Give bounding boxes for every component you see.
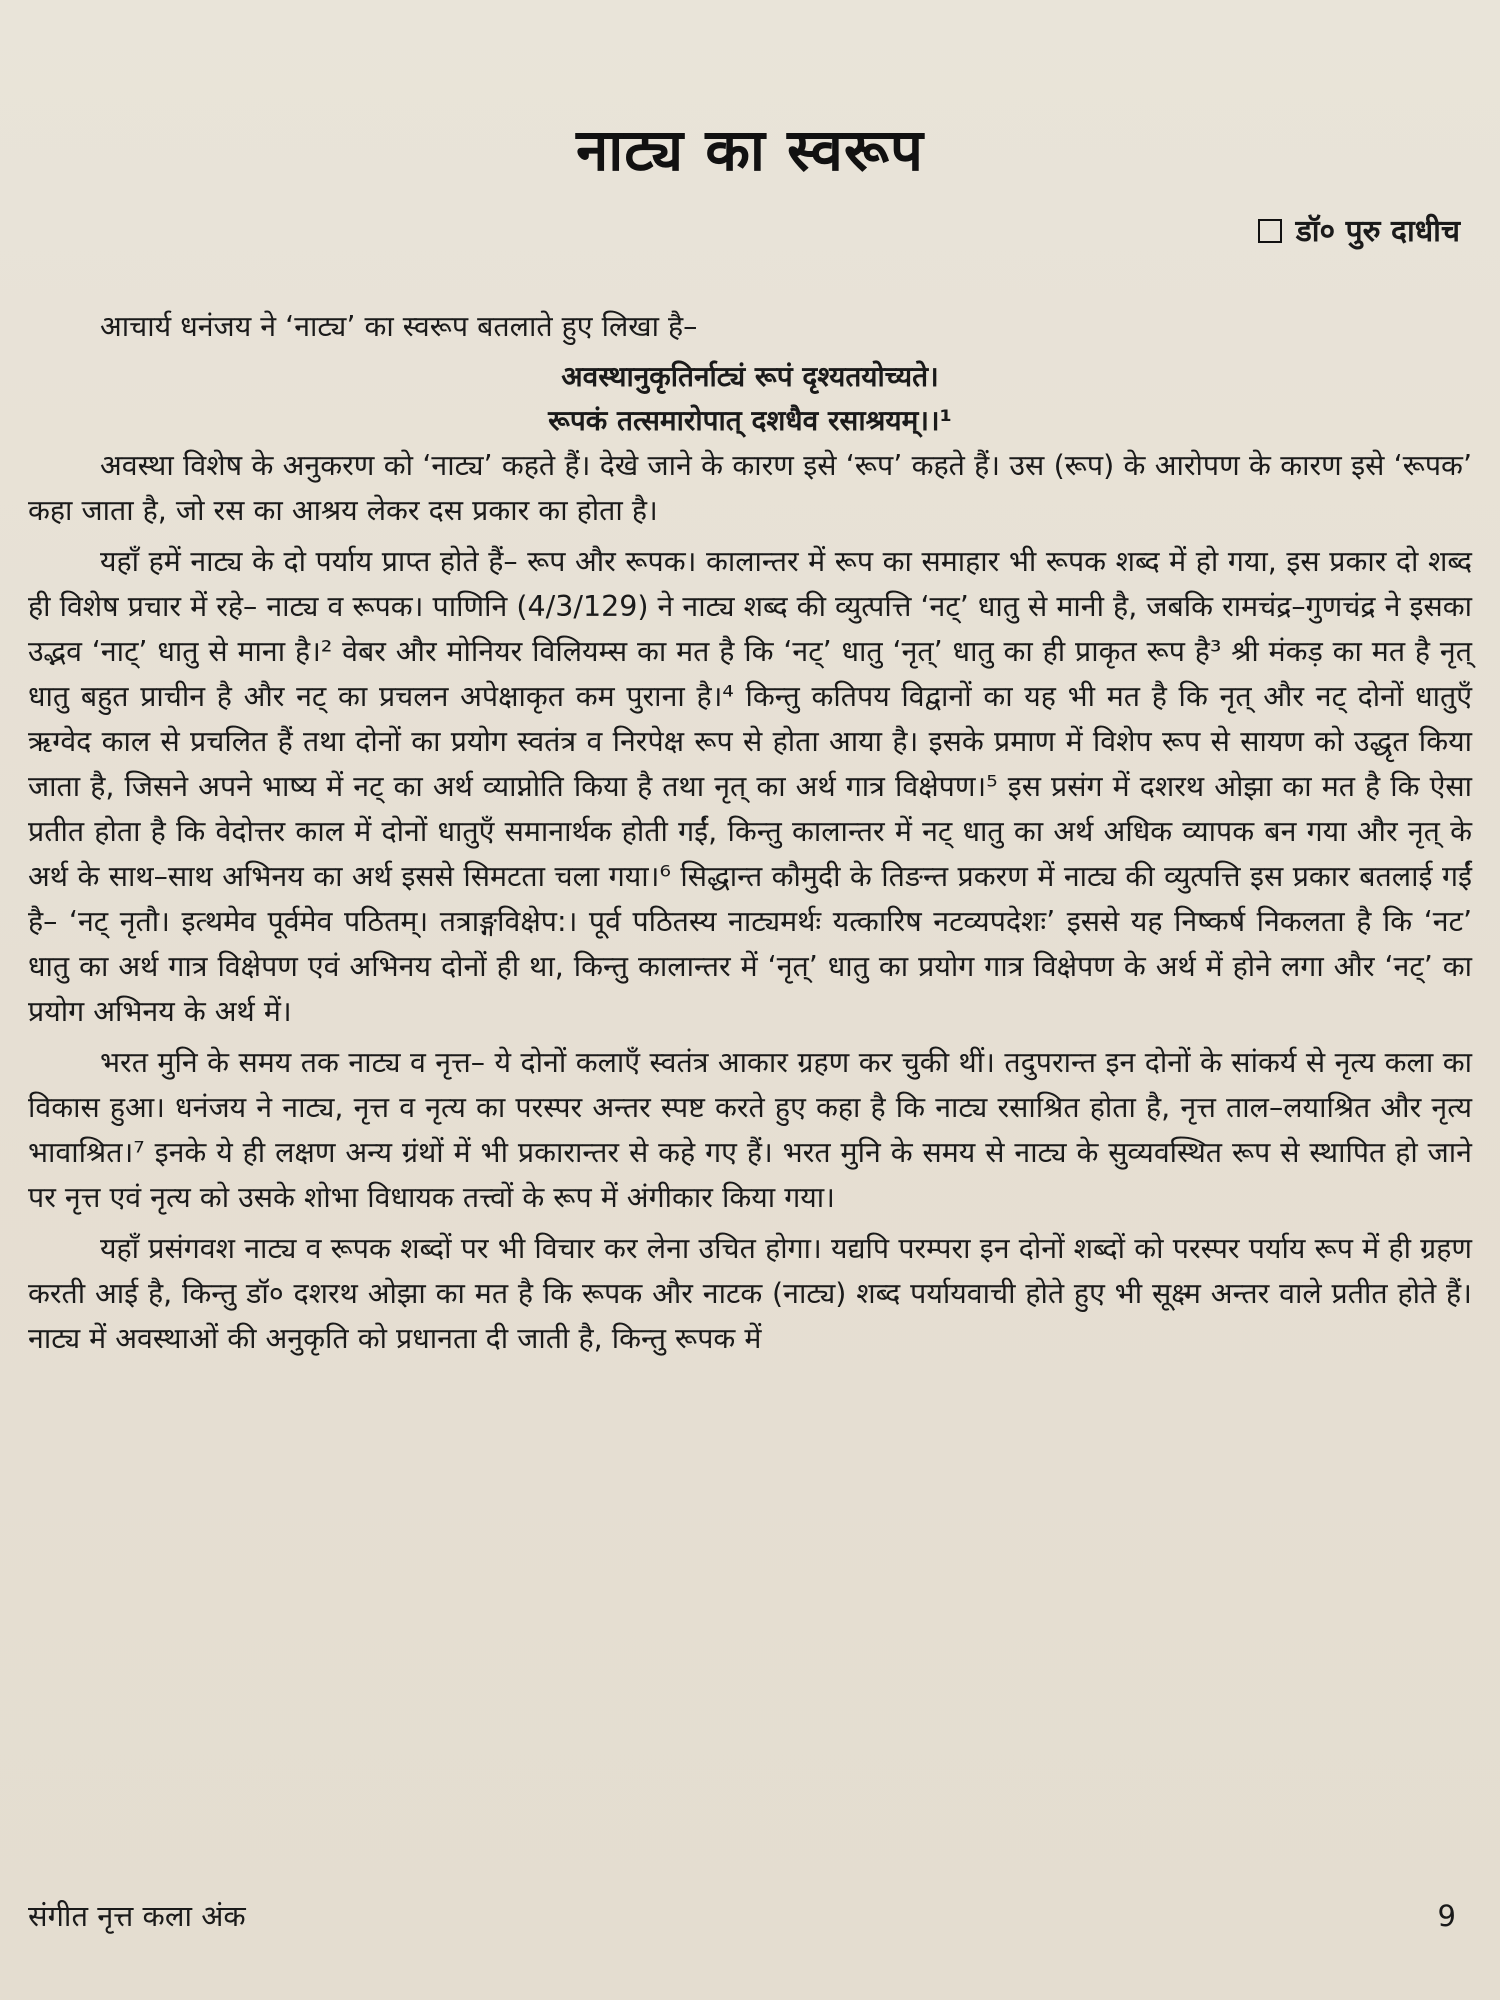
page-number: 9 xyxy=(1437,1899,1456,1933)
article-title: नाट्य का स्वरूप xyxy=(576,116,924,184)
body-paragraph: यहाँ प्रसंगवश नाट्य व रूपक शब्दों पर भी विचार कर लेना उचित होगा। यद्यपि परम्परा इन दोनों शब्दों को परस्पर पर्याय रूप में ही ग्रहण करती आई है, किन्तु डॉ० दशरथ ओझा का मत है कि रूपक और नाटक (नाट्य) शब्द पर्यायवाची होते हुए भी सूक्ष्म अन्तर वाले प्रतीत होते हैं। नाट्य में अवस्थाओं की अनुकृति को प्रधानता दी जाती है, किन्तु रूपक में xyxy=(28,1232,1472,1355)
publication-name: संगीत नृत्त कला अंक xyxy=(28,1899,246,1933)
sanskrit-verse-line: अवस्थानुकृतिर्नाट्यं रूपं दृश्यतयोच्यते। xyxy=(561,360,939,393)
body-paragraph: भरत मुनि के समय तक नाट्य व नृत्त– ये दोनों कलाएँ स्वतंत्र आकार ग्रहण कर चुकी थीं। तदुपरान्त इन दोनों के सांकर्य से नृत्य कला का विकास हुआ। धनंजय ने नाट्य, नृत्त व नृत्य का परस्पर अन्तर स्पष्ट करते हुए कहा है कि नाट्य रसाश्रित होता है, नृत्त ताल–लयाश्रित और नृत्य भावाश्रित।⁷ इनके ये ही लक्षण अन्य ग्रंथों में भी प्रकारान्तर से कहे गए हैं। भरत मुनि के समय से नाट्य के सुव्यवस्थित रूप से स्थापित हो जाने पर नृत्त एवं नृत्य को उसके शोभा विधायक तत्त्वों के रूप में अंगीकार किया गया। xyxy=(28,1046,1472,1214)
page-footer xyxy=(28,1894,1456,1938)
author-line xyxy=(28,210,1460,254)
article-body xyxy=(28,304,1472,1361)
sanskrit-verse-line: रूपकं तत्समारोपात् दशधैव रसाश्रयम्।।¹ xyxy=(548,404,952,437)
square-bullet-icon xyxy=(1258,219,1282,243)
author-name: डॉ० पुरु दाधीच xyxy=(1295,214,1460,249)
body-paragraph: अवस्था विशेष के अनुकरण को ‘नाट्य’ कहते हैं। देखे जाने के कारण इसे ‘रूप’ कहते हैं। उस (रूप) के आरोपण के कारण इसे ‘रूपक’ कहा जाता है, जो रस का आश्रय लेकर दस प्रकार का होता है। xyxy=(28,449,1472,527)
intro-paragraph: आचार्य धनंजय ने ‘नाट्य’ का स्वरूप बतलाते हुए लिखा है– xyxy=(100,310,698,343)
body-paragraph: यहाँ हमें नाट्य के दो पर्याय प्राप्त होते हैं– रूप और रूपक। कालान्तर में रूप का समाहार भी रूपक शब्द में हो गया, इस प्रकार दो शब्द ही विशेष प्रचार में रहे– नाट्य व रूपक। पाणिनि (4/3/129) ने नाट्य शब्द की व्युत्पत्ति ‘नट्’ धातु से मानी है, जबकि रामचंद्र–गुणचंद्र ने इसका उद्भव ‘नाट्’ धातु से माना है।² वेबर और मोनियर विलियम्स का मत है कि ‘नट्’ धातु ‘नृत्’ धातु का ही प्राकृत रूप है³ श्री मंकड़ का मत है नृत् धातु बहुत प्राचीन है और नट् का प्रचलन अपेक्षाकृत कम पुराना है।⁴ किन्तु कतिपय विद्वानों का यह भी मत है कि नृत् और नट् दोनों धातुएँ ऋग्वेद काल से प्रचलित हैं तथा दोनों का प्रयोग स्वतंत्र व निरपेक्ष रूप से होता आया है। इसके प्रमाण में विशेप रूप से सायण को उद्धृत किया जाता है, जिसने अपने भाष्य में नट् का अर्थ व्याप्नोति किया है तथा नृत् का अर्थ गात्र विक्षेपण।⁵ इस प्रसंग में दशरथ ओझा का मत है कि ऐसा प्रतीत होता है कि वेदोत्तर काल में दोनों धातुएँ समानार्थक होती गईं, किन्तु कालान्तर में नट् धातु का अर्थ अधिक व्यापक बन गया और नृत् के अर्थ के साथ–साथ अभिनय का अर्थ इससे सिमटता चला गया।⁶ सिद्धान्त कौमुदी के तिङन्त प्रकरण में नाट्य की व्युत्पत्ति इस प्रकार बतलाई गईं है– ‘नट् नृतौ। इत्थमेव पूर्वमेव पठितम्। तत्राङ्गविक्षेप:। पूर्व पठितस्य नाट्यमर्थः यत्कारिष नटव्यपदेशः’ इससे यह निष्कर्ष निकलता है कि ‘नट’ धातु का अर्थ गात्र विक्षेपण एवं अभिनय दोनों ही था, किन्तु कालान्तर में ‘नृत्’ धातु का प्रयोग गात्र विक्षेपण के अर्थ में होने लगा और ‘नट्’ का प्रयोग अभिनय के अर्थ में। xyxy=(28,545,1472,1028)
